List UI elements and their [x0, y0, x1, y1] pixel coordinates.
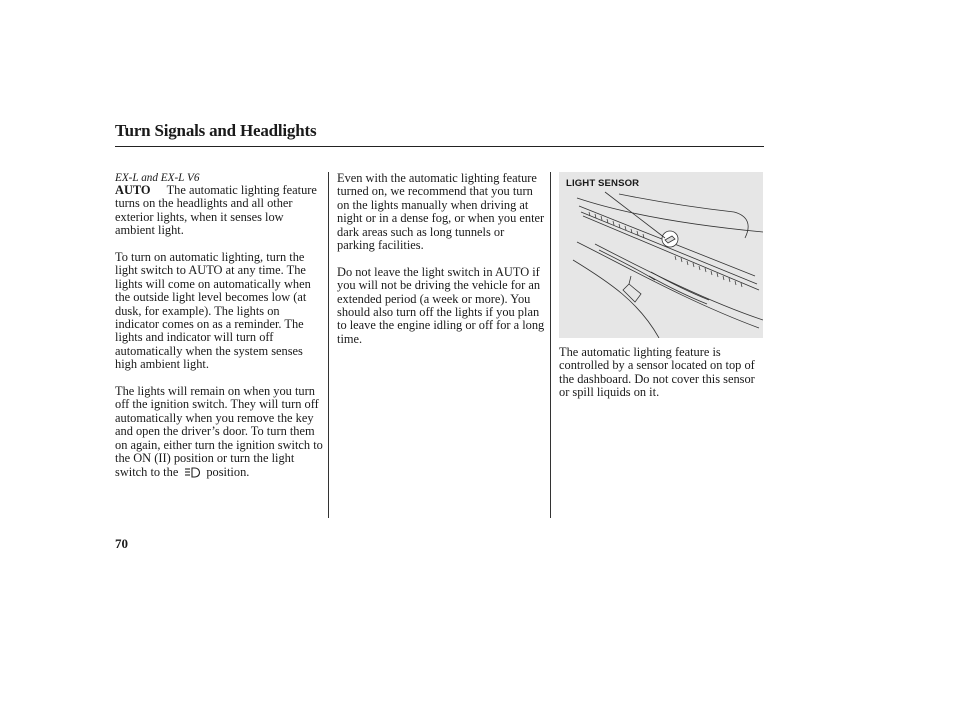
column-divider-2	[550, 172, 551, 518]
column-2	[337, 172, 545, 360]
headlight-switch-icon	[184, 467, 200, 481]
dashboard-illustration	[559, 172, 763, 338]
column-1	[115, 172, 325, 494]
light-sensor-figure	[559, 172, 763, 338]
paragraph-recommend: Even with the automatic lighting feature turned on, we recommend that you turn on the lights manually when driving at night or in a dense fog, or when you enter dark areas such as long tunnels or parking facilities.	[337, 171, 545, 253]
paragraph-remain-on	[115, 385, 325, 481]
page-number: 70	[115, 536, 128, 551]
auto-paragraph	[115, 184, 325, 238]
figure-label: LIGHT SENSOR	[566, 178, 640, 189]
figure-caption: The automatic lighting feature is controlled by a sensor located on top of the dashboard. Do not cover this sensor or spill liquids on it.	[559, 345, 755, 400]
auto-label: AUTO	[115, 183, 151, 197]
position-text: position.	[206, 464, 250, 479]
page-title: Turn Signals and Headlights	[115, 121, 317, 140]
column-divider-1	[328, 172, 329, 518]
column-3	[559, 346, 765, 413]
paragraph-do-not-leave: Do not leave the light switch in AUTO if you will not be driving the vehicle for an extended period (a week or more). You should also turn off the lights if you plan to leave the engine idling or off for a long time.	[337, 264, 545, 346]
title-rule	[115, 146, 764, 147]
model-note: EX-L and EX-L V6	[115, 172, 200, 184]
auto-description: The automatic lighting feature turns on the headlights and all other exterior lights, when it senses low ambient light.	[115, 183, 317, 238]
paragraph-turn-on: To turn on automatic lighting, turn the light switch to AUTO at any time. The lights will come on automatically when the outside light level becomes low (at dusk, for example). The lights on indicator comes on as a reminder. The lights and indicator will turn off automatically when the system senses high ambient light.	[115, 250, 311, 372]
remain-on-text: The lights will remain on when you turn off the ignition switch. They will turn off automatically when you remove the key and open the driver’s door. To turn them on again, either turn the ignition switch to the ON (II) position or turn the light switch to the	[115, 384, 323, 479]
